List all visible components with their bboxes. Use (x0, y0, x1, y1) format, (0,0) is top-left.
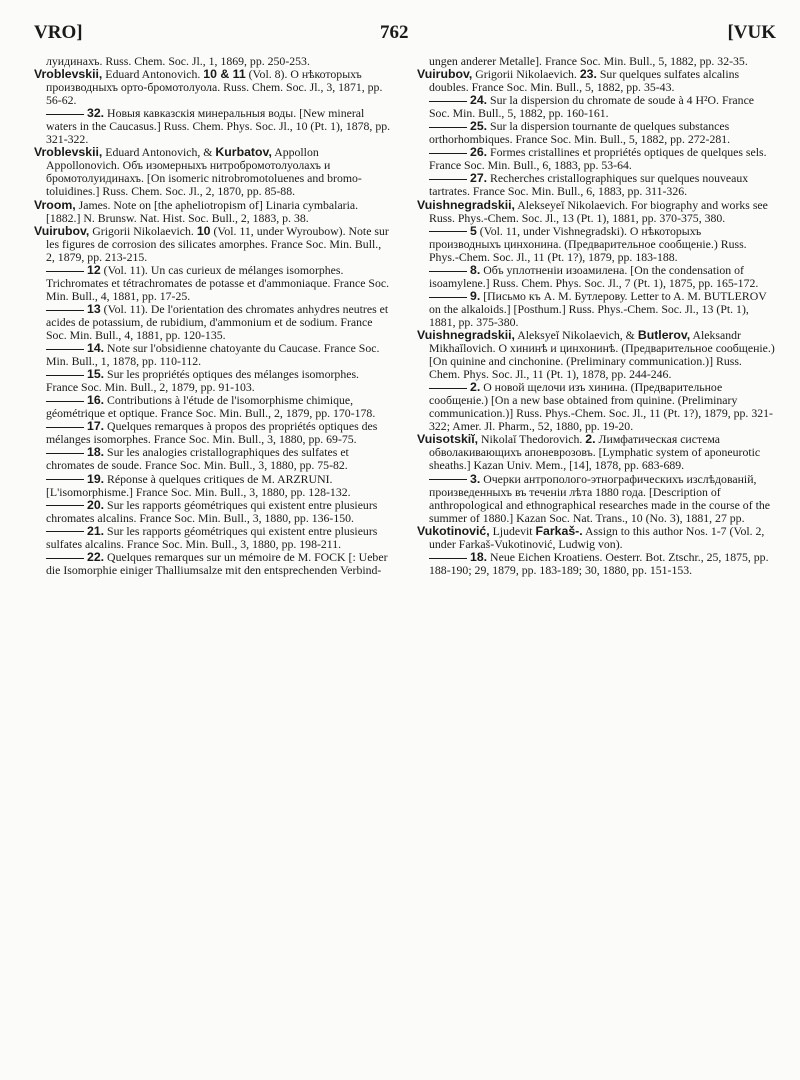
bibliography-entry (34, 499, 392, 525)
entry-text: Новыя кавказскія минеральныя воды. [New mineral waters in the Caucasus.] Russ. Chem. Phys. Soc. Jl., 10 (Pt. 1), 1878, pp. 321-322. (46, 106, 391, 147)
entry-text: Sur la dispersion tournante de quelques substances orthorhombiques. France Soc. Min. Bull., 5, 1882, pp. 272-281. (429, 119, 731, 147)
entry-number: 16. (87, 393, 105, 408)
author-given-name: Aleksyeĭ Nikolaevich, & (514, 327, 638, 342)
bibliography-entry (34, 68, 392, 107)
entry-number: 13 (87, 301, 101, 316)
bibliography-entry (34, 199, 392, 225)
author-surname: Vuirubov, (417, 67, 473, 82)
entry-number: 2. (585, 432, 596, 447)
entry-number: 32. (87, 106, 105, 121)
entry-text: Contributions à l'étude de l'isomorphisme chimique, géométrique et optique. France Soc. Min. Bull., 2, 1879, pp. 170-178. (46, 393, 376, 421)
coauthor-surname: Farkaš-. (535, 523, 583, 538)
ditto-dash (46, 349, 84, 350)
author-surname: Vuishnegradskii, (417, 327, 515, 342)
entry-text: Sur les rapports géométriques qui existent entre plusieurs sulfates alcalins. France Soc. Min. Bull., 3, 1880, pp. 198-211. (46, 523, 378, 551)
bibliography-entry (417, 381, 775, 433)
author-given-name: Ljudevit (489, 523, 536, 538)
entry-text: Assign to this author Nos. 1-7 (Vol. 2, under Farkaš-Vukotinović, Ludwig von). (429, 523, 765, 551)
author-given-name: Grigorii Nikolaevich. (472, 67, 580, 82)
entry-text: Очерки антропологo-этнографическихъ изслѣдованій, произведенныхъ въ теченіи лѣта 1880 года. [Description of anthropological and ethnographical researches made in the course of the summer of 1880.] Kazan Soc. Nat. Trans., 10 (No. 3), 1881, 27 pp. (429, 471, 770, 525)
author-surname: Vuisotskiĭ, (417, 432, 479, 447)
author-surname: Vroblevskii, (34, 67, 103, 82)
bibliography-entry (417, 172, 775, 198)
ditto-dash (46, 427, 84, 428)
bibliography-entry (417, 225, 775, 264)
ditto-dash (46, 531, 84, 532)
author-given-name: Eduard Antonovich. (102, 67, 204, 82)
bibliography-entry (417, 290, 775, 329)
entry-text: For biography and works see Russ. Phys.-Chem. Soc. Jl., 13 (Pt. 1), 1881, pp. 370-375, 380. (429, 197, 768, 225)
bibliography-entry (34, 473, 392, 499)
bibliography-entry (34, 342, 392, 368)
entry-number: 10 & 11 (203, 67, 246, 82)
entry-text: ungen anderer Metalle]. France Soc. Min. Bull., 5, 1882, pp. 32-35. (429, 54, 748, 68)
bibliography-entry (34, 446, 392, 472)
entry-text: луидинахъ. Russ. Chem. Soc. Jl., 1, 1869, pp. 250-253. (46, 54, 310, 68)
author-surname: Vukotinović, (417, 523, 490, 538)
entry-number: 9. (470, 288, 481, 303)
entry-text: Note on [the apheliotropism of] Linaria cymbalaria. [1882.] N. Brunsw. Nat. Hist. Soc. Bull., 2, 1883, p. 38. (46, 197, 359, 225)
entry-number: 15. (87, 367, 105, 382)
entry-text: Sur les analogies cristallographiques des sulfates et chromates de soude. France Soc. Min. Bull., 3, 1880, pp. 75-82. (46, 445, 349, 473)
bibliography-entry (34, 146, 392, 198)
ditto-dash (46, 114, 84, 115)
author-surname: Vroom, (34, 197, 76, 212)
bibliography-entry (417, 473, 775, 525)
entry-number: 2. (470, 380, 481, 395)
ditto-dash (46, 479, 84, 480)
entry-number: 18. (87, 445, 105, 460)
entry-number: 21. (87, 523, 105, 538)
author-given-name: James. (75, 197, 114, 212)
bibliography-entry (34, 303, 392, 342)
ditto-dash (46, 505, 84, 506)
bibliography-entry (417, 433, 775, 472)
ditto-dash (429, 388, 467, 389)
bibliography-entry (417, 525, 775, 551)
header-range-end: [VUK (727, 22, 776, 43)
entry-text: Sur les propriétés optiques des mélanges isomorphes. France Soc. Min. Bull., 2, 1879, pp. 91-103. (46, 367, 360, 395)
entry-text: (Vol. 11). Un cas curieux de mélanges isomorphes. Trichromates et tétrachromates de potasse et d'ammoniaque. France Soc. Min. Bull., 4, 1881, pp. 17-25. (46, 262, 390, 303)
entry-number: 27. (470, 171, 488, 186)
entry-number: 14. (87, 341, 105, 356)
ditto-dash (46, 375, 84, 376)
author-surname: Vuirubov, (34, 223, 90, 238)
coauthor-surname: Kurbatov, (215, 145, 272, 160)
entry-text: Sur quelques sulfates alcalins doubles. France Soc. Min. Bull., 5, 1882, pp. 35-43. (429, 67, 740, 95)
entry-number: 24. (470, 93, 488, 108)
entry-number: 12 (87, 262, 101, 277)
entry-text: Appollon Appollonovich. Объ изомерныхъ нитробромотолуолахъ и бромотолуидинахъ. [On isomeric nitrobromotoluenes and bromo-toluidines.] Russ. Chem. Soc. Jl., 2, 1870, pp. 85-88. (46, 145, 362, 199)
bibliography-entry (34, 225, 392, 264)
header-range-start: VRO] (34, 22, 83, 43)
ditto-dash (46, 401, 84, 402)
page-number: 762 (380, 22, 409, 43)
entry-number: 17. (87, 419, 105, 434)
bibliography-entry (34, 107, 392, 146)
page-header (34, 22, 776, 48)
entry-text: Sur les rapports géométriques qui existent entre plusieurs chromates alcalins. France Soc. Min. Bull., 3, 1880, pp. 136-150. (46, 497, 378, 525)
bibliography-entry (417, 551, 775, 577)
entry-text: Recherches cristallographiques sur quelques nouveaux tartrates. France Soc. Min. Bull., 6, 1883, pp. 311-326. (429, 171, 749, 199)
entry-text: [Письмо къ А. М. Бутлерову. Letter to A. M. BUTLEROV on the alkaloids.] [Posthum.] Russ. Phys.-Chem. Soc. Jl., 13 (Pt. 1), 1881, pp. 375-380. (429, 288, 767, 329)
ditto-dash (429, 179, 467, 180)
author-given-name: Eduard Antonovich, & (102, 145, 216, 160)
entry-number: 25. (470, 119, 488, 134)
entry-text: Лимфатическая система обволакивающихъ апоневрозовъ. [Lymphatic system of aponeurotic sheaths.] Kazan Univ. Mem., [14], 1878, pp. 683-689. (429, 432, 761, 473)
ditto-dash (46, 310, 84, 311)
author-given-name: Nikolaĭ Thedorovich. (478, 432, 586, 447)
entry-number: 10 (196, 223, 211, 238)
entry-text: (Vol. 11, under Wyroubow). Note sur les figures de corrosion des silicates amorphes. France Soc. Min. Bull., 2, 1879, pp. 213-215. (46, 223, 389, 264)
entry-number: 19. (87, 471, 105, 486)
right-column (417, 55, 775, 577)
entry-text: Aleksandr Mikhaĭlovich. О хининѣ и цинхонинѣ. (Предварительное сообщеніе.) [On quinine and cinchonine. (Preliminary communication.)] Russ. Chem. Phys. Soc. Jl., 11 (Pt. 1), 1878, pp. 244-246. (429, 327, 775, 382)
bibliography-entry (34, 368, 392, 394)
bibliography-entry (34, 264, 392, 303)
entry-text: О новой щелочи изъ хинина. (Предварительное сообщеніе.) [On a new base obtained from quinine. (Preliminary communication.)] Russ. Phys.-Chem. Soc. Jl., 11 (Pt. 1?), 1879, pp. 321-322; Amer. Jl. Pharm., 52, 1880, pp. 19-20. (429, 380, 773, 434)
entry-number: 18. (470, 549, 488, 564)
bibliography-entry (417, 68, 775, 94)
ditto-dash (429, 101, 467, 102)
bibliography-entry (417, 94, 775, 120)
entry-text: Sur la dispersion du chromate de soude à 4 H²O. France Soc. Min. Bull., 5, 1882, pp. 160-161. (429, 93, 755, 121)
ditto-dash (46, 453, 84, 454)
entry-text: Neue Eichen Kroatiens. Oesterr. Bot. Ztschr., 25, 1875, pp. 188-190; 29, 1879, pp. 183-189; 30, 1880, pp. 151-153. (429, 549, 769, 577)
entry-number: 5 (470, 223, 477, 238)
ditto-dash (429, 153, 467, 154)
ditto-dash (429, 271, 467, 272)
entry-number: 22. (87, 549, 105, 564)
bibliography-entry (34, 551, 392, 577)
entry-text: Note sur l'obsidienne chatoyante du Caucase. France Soc. Min. Bull., 1, 1878, pp. 110-112. (46, 341, 380, 369)
bibliography-entry (417, 199, 775, 225)
entry-number: 20. (87, 497, 105, 512)
author-given-name: Alekseyeĭ Nikolaevich. (514, 197, 631, 212)
ditto-dash (429, 558, 467, 559)
bibliography-entry (417, 329, 775, 381)
entry-text: Formes cristallines et propriétés optiques de quelques sels. France Soc. Min. Bull., 6, 1883, pp. 53-64. (429, 145, 767, 173)
entry-number: 8. (470, 262, 481, 277)
bibliography-entry (417, 146, 775, 172)
ditto-dash (46, 558, 84, 559)
entry-number: 23. (579, 67, 597, 82)
entry-number: 3. (470, 471, 481, 486)
bibliography-entry (34, 525, 392, 551)
author-surname: Vroblevskii, (34, 145, 103, 160)
author-given-name: Grigorii Nikolaevich. (89, 223, 197, 238)
ditto-dash (46, 271, 84, 272)
entry-text: Réponse à quelques critiques de M. ARZRUNI. [L'isomorphisme.] France Soc. Min. Bull., 3, 1880, pp. 128-132. (46, 471, 351, 499)
bibliography-entry (417, 264, 775, 290)
entry-text: Quelques remarques à propos des propriétés optiques des mélanges isomorphes. France Soc. Min. Bull., 3, 1880, pp. 69-75. (46, 419, 378, 447)
bibliography-entry (34, 394, 392, 420)
left-column (34, 55, 392, 577)
entry-text: Объ уплотненіи изоамилена. [On the condensation of isoamylene.] Russ. Chem. Phys. Soc. Jl., 7 (Pt. 1), 1875, pp. 165-172. (429, 262, 759, 290)
entry-text: (Vol. 11). De l'orientation des chromates anhydres neutres et acides de potassium, de rubidium, d'ammonium et de sodium. France Soc. Min. Bull., 4, 1881, pp. 120-135. (46, 301, 389, 342)
coauthor-surname: Butlerov, (637, 327, 691, 342)
ditto-dash (429, 297, 467, 298)
author-surname: Vuishnegradskii, (417, 197, 515, 212)
bibliography-entry (34, 420, 392, 446)
entry-text: Quelques remarques sur un mémoire de M. FOCK [: Ueber die Isomorphie einiger Thalliumsalze mit den entsprechenden Verbind- (46, 549, 388, 577)
ditto-dash (429, 127, 467, 128)
entry-text: (Vol. 8). О нѣкоторыхъ производныхъ орто-бромотолуола. Russ. Chem. Soc. Jl., 3, 1871, pp. 56-62. (46, 67, 383, 108)
entry-text: (Vol. 11, under Vishnegradski). О нѣкоторыхъ производныхъ цинхонина. (Предварительное сообщеніе.) Russ. Phys.-Chem. Soc. Jl., 11 (Pt. 1?), 1879, pp. 183-188. (429, 223, 747, 264)
ditto-dash (429, 231, 467, 232)
ditto-dash (429, 479, 467, 480)
bibliography-entry (417, 120, 775, 146)
entry-number: 26. (470, 145, 488, 160)
